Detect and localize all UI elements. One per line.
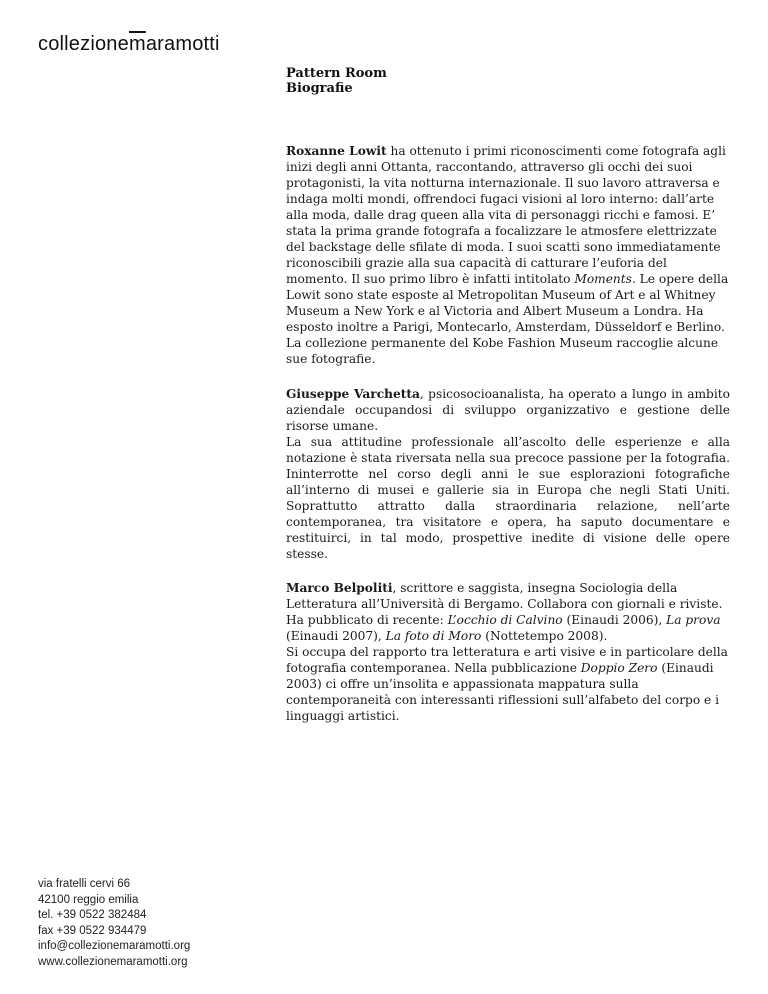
bio-paragraph: [286, 386, 730, 434]
document-header: [286, 66, 387, 96]
book-title: La prova: [666, 613, 721, 627]
bio-text: , scrittore e saggista, insegna Sociologia della Letteratura all’Università di Bergamo. Collabora con giornali e riviste. Ha pubblicato di recente:: [286, 581, 723, 627]
header-subtitle: Biografie: [286, 81, 353, 96]
bio-paragraph: [286, 143, 730, 367]
logo-part-2: aramotti: [145, 33, 220, 55]
bio-paragraph: [286, 580, 730, 644]
bio-text: (Einaudi 2006),: [562, 613, 667, 627]
book-title: L’occhio di Calvino: [447, 613, 563, 627]
address-city: 42100 reggio emilia: [38, 893, 139, 906]
bio-text: ha ottenuto i primi riconoscimenti come fotografa agli inizi degli anni Ottanta, raccontando, attraverso gli occhi dei suoi protagonisti, la vita notturna internazionale. Il suo lavoro attraversa e indaga molti mondi, offrendoci fugaci visioni al loro interno: dall’arte alla moda, dalle drag queen alla vita di personaggi ricchi e famosi. E’ stata la prima grande fotografa a focalizzare le atmosfere elettrizzate del backstage delle sfilate di moda. I suoi scatti sono immediatamente riconoscibili grazie alla sua capacità di catturare l’euforia del momento. Il suo primo libro è infatti intitolato: [286, 144, 726, 286]
bio-name: Giuseppe Varchetta: [286, 387, 420, 401]
book-title: Doppio Zero: [580, 661, 658, 675]
bio-roxanne-lowit: [286, 143, 730, 367]
bio-giuseppe-varchetta: [286, 386, 730, 562]
bio-paragraph: La sua attitudine professionale all’ascolto delle esperienze e alla notazione è stata riversata nella sua precoce passione per la fotografia. Ininterrotte nel corso degli anni le sue esplorazioni fotografiche all’interno di musei e gallerie sia in Europa che negli Stati Uniti. Soprattutto attratto dalla straordinaria relazione, nell’arte contemporanea, tra visitatore e opera, ha saputo documentare e restituirci, in tal modo, prospettive inedite di visione delle opere stesse.: [286, 435, 730, 561]
logo: [38, 33, 220, 56]
bio-text: . Le opere della Lowit sono state esposte al Metropolitan Museum of Art e al Whitney Museum a New York e al Victoria and Albert Museum a Londra. Ha esposto inoltre a Parigi, Montecarlo, Amsterdam, Düsseldorf e Berlino. La collezione permanente del Kobe Fashion Museum raccoglie alcune sue fotografie.: [286, 272, 729, 366]
bio-text: (Nottetempo 2008).: [481, 629, 608, 643]
book-title: Moments: [574, 272, 632, 286]
footer-address: [38, 877, 190, 970]
logo-overlined-letter: $\overline{m}$: [128, 33, 146, 55]
book-title: La foto di Moro: [385, 629, 482, 643]
bio-name: Marco Belpoliti: [286, 581, 393, 595]
address-street: via fratelli cervi 66: [38, 878, 131, 890]
bio-text: (Einaudi 2007),: [286, 629, 386, 643]
address-fax: fax +39 0522 934479: [38, 924, 147, 937]
bio-text: , psicosocioanalista, ha operato a lungo in ambito aziendale occupandosi di sviluppo organizzativo e gestione delle risorse umane.: [286, 387, 730, 433]
bio-paragraph: [286, 644, 730, 724]
address-phone: tel. +39 0522 382484: [38, 909, 147, 921]
bio-text: (Einaudi 2003) ci offre un’insolita e appassionata mappatura sulla contemporaneità con interessanti riflessioni sull’alfabeto del corpo e i linguaggi artistici.: [286, 661, 720, 723]
bio-marco-belpoliti: [286, 580, 730, 724]
address-email: info@collezionemaramotti.org: [38, 940, 191, 952]
logo-part-1: collezione: [38, 33, 129, 55]
header-title: Pattern Room: [286, 66, 387, 81]
address-website: www.collezionemaramotti.org: [38, 955, 188, 968]
bio-text: Si occupa del rapporto tra letteratura e arti visive e in particolare della fotografia contemporanea. Nella pubblicazione: [286, 645, 728, 675]
bio-name: Roxanne Lowit: [286, 144, 387, 158]
